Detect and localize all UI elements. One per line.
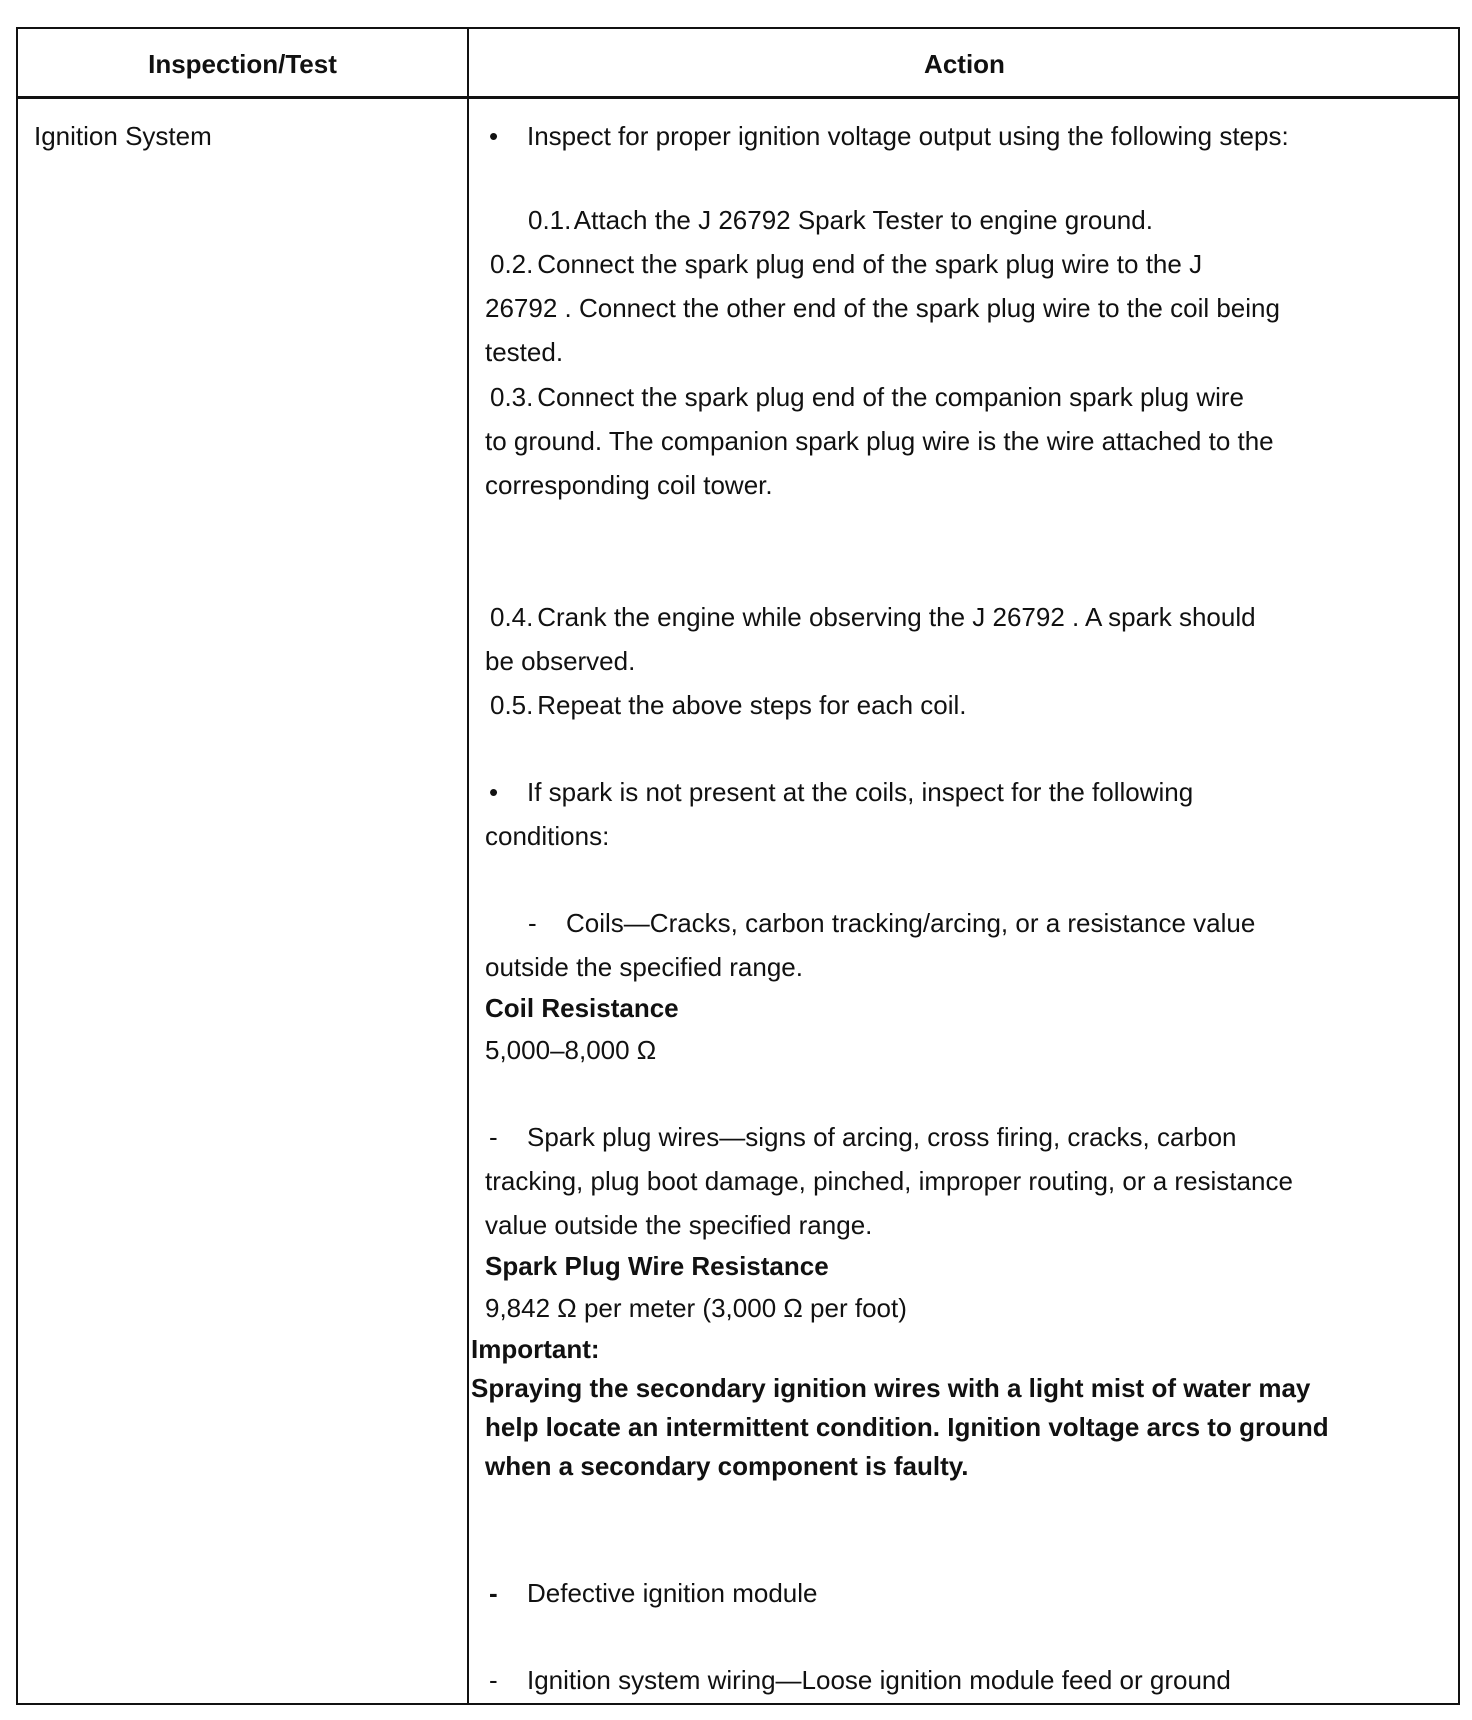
module-item (489, 1578, 818, 1608)
dash-symbol: - (489, 1665, 498, 1695)
step-0-4-line-2: be observed. (485, 646, 636, 676)
wires-item (489, 1122, 1237, 1152)
step-0-3-line-2: to ground. The companion spark plug wire is the wire attached to the (485, 426, 1274, 456)
header-inspection-test: Inspection/Test (148, 49, 337, 79)
coils-item-line-2: outside the specified range. (485, 952, 803, 982)
wire-resistance-value: 9,842 Ω per meter (3,000 Ω per foot) (485, 1293, 907, 1323)
header-action: Action (924, 49, 1005, 79)
conditions-intro-text: If spark is not present at the coils, inspect for the following (527, 777, 1194, 807)
step-0-1 (528, 205, 1153, 235)
important-text-line-2: help locate an intermittent condition. Ignition voltage arcs to ground (485, 1412, 1329, 1442)
step-number: 0.2. (490, 249, 534, 279)
wires-item-line-3: value outside the specified range. (485, 1210, 873, 1240)
step-text: Connect the spark plug end of the spark plug wire to the J (537, 249, 1203, 279)
step-text: Crank the engine while observing the J 26792 . A spark should (537, 602, 1256, 632)
module-text: Defective ignition module (527, 1578, 818, 1608)
step-text: Repeat the above steps for each coil. (537, 690, 967, 720)
wiring-text: Ignition system wiring—Loose ignition module feed or ground (527, 1665, 1231, 1695)
conditions-intro (489, 777, 1193, 807)
coil-resistance-label: Coil Resistance (485, 993, 679, 1023)
step-0-5 (490, 690, 967, 720)
step-0-3-line-3: corresponding coil tower. (485, 470, 773, 500)
important-label: Important: (471, 1334, 600, 1364)
coils-item (528, 908, 1255, 938)
wiring-item (489, 1665, 1231, 1695)
step-0-4 (490, 602, 1256, 632)
step-0-2 (490, 249, 1202, 279)
bullet-symbol: • (489, 121, 499, 151)
step-number: 0.5. (490, 690, 534, 720)
conditions-intro-line-2: conditions: (485, 821, 610, 851)
inspection-table (16, 27, 1460, 1705)
step-0-2-line-3: tested. (485, 337, 564, 367)
column-divider (467, 29, 469, 1703)
step-text: Attach the J 26792 Spark Tester to engine ground. (573, 205, 1153, 235)
step-number: 0.4. (490, 602, 534, 632)
coil-resistance-value: 5,000–8,000 Ω (485, 1035, 657, 1065)
header-divider (18, 96, 1458, 99)
row-label: Ignition System (34, 121, 212, 151)
intro-text: Inspect for proper ignition voltage output using the following steps: (527, 121, 1289, 151)
step-0-2-line-2: 26792 . Connect the other end of the spark plug wire to the coil being (485, 293, 1280, 323)
wire-resistance-label: Spark Plug Wire Resistance (485, 1251, 829, 1281)
dash-symbol: - (489, 1122, 498, 1152)
important-text-line-3: when a secondary component is faulty. (485, 1451, 969, 1481)
wires-text: Spark plug wires—signs of arcing, cross firing, cracks, carbon (527, 1122, 1237, 1152)
important-text-line-1: Spraying the secondary ignition wires with a light mist of water may (471, 1373, 1311, 1403)
step-text: Connect the spark plug end of the companion spark plug wire (537, 382, 1244, 412)
step-0-3 (490, 382, 1244, 412)
dash-symbol: - (489, 1578, 498, 1608)
step-number: 0.3. (490, 382, 534, 412)
step-number: 0.1. (528, 205, 572, 235)
coils-text: Coils—Cracks, carbon tracking/arcing, or a resistance value (566, 908, 1256, 938)
dash-symbol: - (528, 908, 537, 938)
wires-item-line-2: tracking, plug boot damage, pinched, improper routing, or a resistance (485, 1166, 1293, 1196)
bullet-symbol: • (489, 777, 499, 807)
intro-line (489, 121, 1289, 151)
